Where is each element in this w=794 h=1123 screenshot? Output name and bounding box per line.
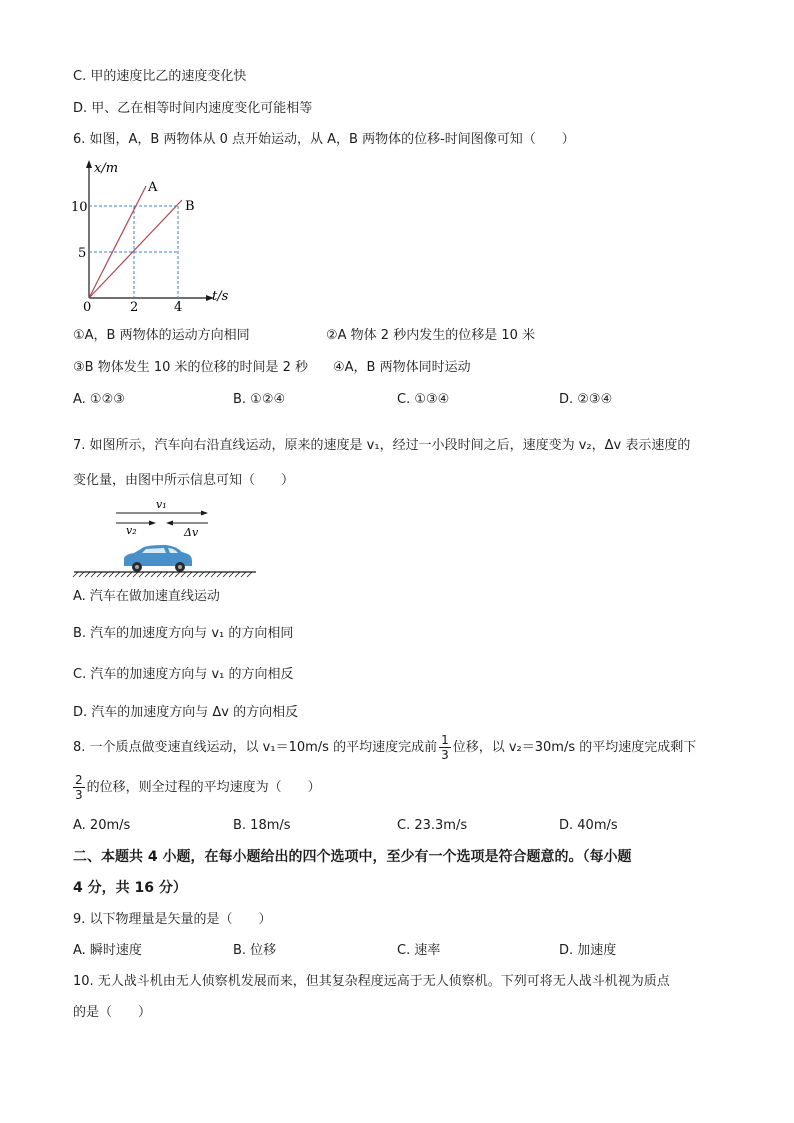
hatch-stroke — [181, 572, 186, 577]
hatch-stroke — [121, 572, 126, 577]
hatch-stroke — [91, 572, 96, 577]
q8-stem-part3: 的位移，则全过程的平均速度为（ ） — [86, 780, 321, 795]
hatch-stroke — [235, 572, 240, 577]
y-axis-label: x/m — [94, 161, 119, 176]
hatch-stroke — [175, 572, 180, 577]
hatch-stroke — [217, 572, 222, 577]
car-icon — [124, 545, 192, 572]
q6-statement-1: ①A，B 两物体的运动方向相同 — [73, 328, 250, 343]
q10-stem-line2: 的是（ ） — [73, 1005, 152, 1020]
hatch-stroke — [73, 572, 78, 577]
v2-label: v₂ — [126, 524, 137, 537]
q8-fraction-one-third: $\frac{1}{3}$ — [441, 733, 449, 762]
q8-stem-line2 — [73, 771, 321, 805]
q7-option-d: D. 汽车的加速度方向与 Δv 的方向相反 — [73, 705, 299, 720]
q7-stem-line1: 7. 如图所示，汽车向右沿直线运动，原来的速度是 v₁，经过一小段时间之后，速度变为 v₂，Δv 表示速度的 — [73, 438, 691, 453]
q7-car-velocity-figure — [70, 496, 260, 578]
hatch-stroke — [103, 572, 108, 577]
q8-option-b: B. 18m/s — [233, 818, 291, 833]
q9-stem: 9. 以下物理量是矢量的是（ ） — [73, 912, 272, 927]
q5-option-c: C. 甲的速度比乙的速度变化快 — [73, 69, 247, 84]
q6-option-c: C. ①③④ — [397, 392, 450, 407]
q8-option-c: C. 23.3m/s — [397, 818, 468, 833]
line-b-label: B — [185, 199, 195, 214]
q6-displacement-time-graph — [70, 158, 240, 316]
q9-option-a: A. 瞬时速度 — [73, 943, 142, 958]
hatch-stroke — [133, 572, 138, 577]
x-tick-4: 4 — [174, 300, 183, 315]
hatch-stroke — [127, 572, 132, 577]
hatch-stroke — [151, 572, 156, 577]
hatch-stroke — [205, 572, 210, 577]
hatch-stroke — [163, 572, 168, 577]
x-axis-label: t/s — [212, 289, 229, 304]
hatch-stroke — [145, 572, 150, 577]
hatch-stroke — [247, 572, 252, 577]
y-tick-5: 5 — [78, 246, 87, 261]
y-tick-10: 10 — [71, 200, 88, 215]
q8-stem-part2: 位移，以 v₂＝30m/s 的平均速度完成剩下 — [452, 740, 697, 755]
hatch-stroke — [115, 572, 120, 577]
v2-arrowhead — [149, 521, 156, 526]
hatch-stroke — [199, 572, 204, 577]
hatch-stroke — [169, 572, 174, 577]
q6-statement-3: ③B 物体发生 10 米的位移的时间是 2 秒 — [73, 360, 309, 375]
x-tick-2: 2 — [130, 300, 139, 315]
line-a — [89, 186, 146, 298]
hatch-stroke — [139, 572, 144, 577]
q7-option-b: B. 汽车的加速度方向与 v₁ 的方向相同 — [73, 626, 294, 641]
q7-option-a: A. 汽车在做加速直线运动 — [73, 589, 220, 604]
v1-arrowhead — [201, 511, 208, 516]
line-a-label: A — [148, 180, 158, 195]
hatch-stroke — [157, 572, 162, 577]
q5-option-d: D. 甲、乙在相等时间内速度变化可能相等 — [73, 101, 313, 116]
section2-heading-line2: 4 分，共 16 分） — [73, 880, 187, 896]
q7-option-c: C. 汽车的加速度方向与 v₁ 的方向相反 — [73, 667, 294, 682]
q10-stem-line1: 10. 无人战斗机由无人侦察机发展而来，但其复杂程度远高于无人侦察机。下列可将无人战斗机视为质点 — [73, 974, 670, 989]
hatch-stroke — [193, 572, 198, 577]
hatch-stroke — [211, 572, 216, 577]
q6-statement-4: ④A，B 两物体同时运动 — [333, 360, 471, 375]
hatch-stroke — [79, 572, 84, 577]
hatch-stroke — [241, 572, 246, 577]
hatch-stroke — [187, 572, 192, 577]
dv-label: Δv — [184, 526, 199, 539]
q6-stem: 6. 如图，A，B 两物体从 0 点开始运动，从 A，B 两物体的位移-时间图像可知（ ） — [73, 132, 575, 147]
q9-option-d: D. 加速度 — [559, 943, 617, 958]
hatch-stroke — [223, 572, 228, 577]
q6-option-a: A. ①②③ — [73, 392, 125, 407]
q8-fraction-two-thirds: $\frac{2}{3}$ — [75, 773, 83, 802]
hatch-stroke — [229, 572, 234, 577]
hatch-stroke — [85, 572, 90, 577]
dv-arrowhead — [166, 521, 173, 526]
q6-option-b: B. ①②④ — [233, 392, 286, 407]
q9-option-c: C. 速率 — [397, 943, 441, 958]
hatch-stroke — [97, 572, 102, 577]
ground-hatching — [73, 572, 252, 577]
hatch-stroke — [109, 572, 114, 577]
v1-label: v₁ — [156, 498, 167, 511]
section2-heading-line1: 二、本题共 4 小题，在每小题给出的四个选项中，至少有一个选项是符合题意的。（每小题 — [73, 849, 632, 865]
q7-stem-line2: 变化量，由图中所示信息可知（ ） — [73, 473, 295, 488]
y-axis-arrow — [86, 160, 92, 168]
q8-stem-line1 — [73, 731, 696, 765]
line-b — [89, 200, 182, 298]
q8-option-a: A. 20m/s — [73, 818, 131, 833]
q6-statement-2: ②A 物体 2 秒内发生的位移是 10 米 — [326, 328, 536, 343]
q8-option-d: D. 40m/s — [559, 818, 618, 833]
origin-label: 0 — [83, 300, 92, 315]
q9-option-b: B. 位移 — [233, 943, 277, 958]
q6-option-d: D. ②③④ — [559, 392, 613, 407]
q8-stem-part1: 8. 一个质点做变速直线运动，以 v₁＝10m/s 的平均速度完成前 — [73, 740, 438, 755]
